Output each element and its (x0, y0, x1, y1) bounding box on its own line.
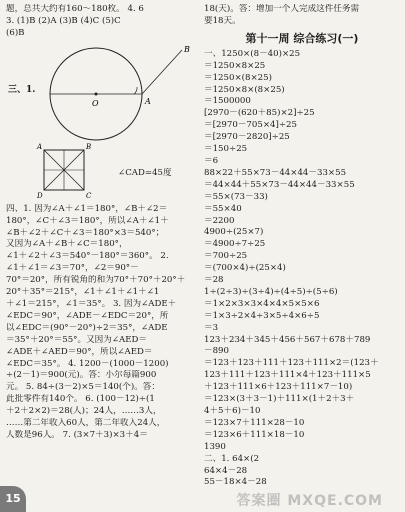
math-line: 4＋5＋6)－10 (204, 406, 261, 416)
math-line: 1390 (204, 441, 226, 452)
answer-line: ∠1＋∠1＝∠3＝70°，∠2＝90°－ (6, 263, 139, 274)
math-line: [2970－(620＋85)×2]÷25 (204, 108, 315, 119)
angle-caption: ∠CAD=45度 (118, 167, 172, 178)
math-line: ＝2200 (204, 215, 235, 226)
square-point-B: B (86, 142, 92, 151)
math-line: ＝4900÷7÷25 (204, 239, 266, 250)
answer-line: 70°＝20°，所有锐角的和为70°＋70°＋20°＋ (6, 275, 186, 286)
math-line: ＝6 (204, 155, 219, 166)
math-line: ＝1×2×3×3×4×4×5×5×6 (204, 298, 320, 309)
answer-line: 180°，∠C＋∠3＝180°，所以∠A＋∠1＋ (6, 215, 169, 226)
answer-line: 二、1. 64×(2 (204, 453, 260, 464)
math-line: ＝[2970－705×4]÷25 (204, 120, 297, 131)
left-column (6, 4, 198, 442)
point-B-label: B (184, 44, 190, 54)
answer-line: 以∠EDC＝(90°－20°)÷2＝35°，∠ADE (6, 322, 168, 333)
math-line: ＝700÷25 (204, 251, 248, 262)
answer-line: ∠ADE＋∠AED＝90°，所以∠AED＝ (6, 346, 153, 357)
square-diagram (34, 142, 104, 200)
math-line: ＝1500000 (204, 96, 251, 107)
answer-line: ＋2＋2×2)＝28(人)；24人，……3人， (6, 406, 162, 417)
math-line: ＝1×3÷2×4÷3×5÷4×6÷5 (204, 310, 320, 321)
math-line: 123＋111＋123＋111×4＋123＋111×5 (204, 370, 371, 381)
answer-line: ＋∠1＝215°，∠1＝35°。 3. 因为∠ADE＋ (6, 298, 177, 309)
math-line: ＝[2970－2820]÷25 (204, 132, 290, 143)
answer-line: 要18天。 (204, 15, 241, 26)
math-line: ＝28 (204, 275, 224, 286)
answer-line: 人数是96人。 7. (3×7＋3)×3＋4＝ (6, 429, 148, 440)
answer-line: ∠B＋∠2＋∠C＋∠3＝180°×3＝540°； (6, 227, 165, 238)
math-line: ＝123×6＋111×18－10 (204, 429, 305, 440)
math-line: 88×22＋55×73－44×44－33×55 (204, 167, 347, 178)
point-A-label: A (145, 96, 151, 106)
square-point-A: A (37, 142, 43, 151)
math-line: 1÷(2÷3)÷(3÷4)÷(4÷5)÷(5÷6) (204, 286, 338, 297)
page-number-badge: 15 (0, 486, 26, 512)
math-line: ＝(700×4)÷(25×4) (204, 263, 286, 274)
math-line: ＝1250×8×25 (204, 60, 266, 71)
math-line: 123＋234＋345＋456＋567＋678＋789 (204, 334, 371, 345)
answer-line: ∠1＋∠2＋∠3＝540°－180°＝360°。 2. (6, 251, 169, 262)
math-line: ＝3 (204, 322, 219, 333)
answer-line: 18(天)。答：增加一个人完成这件任务需 (204, 4, 360, 14)
math-line: ＝55×(73－33) (204, 191, 268, 202)
answer-line: 又因为∠A＋∠B＋∠C＝180°， (6, 239, 128, 250)
answer-line: 55－18×4－28 (204, 477, 267, 488)
answer-line: 元。 5. 84÷(3－2)×5＝140(个)。答： (6, 382, 160, 393)
answer-line: 此批零件有140个。 6. (100－12)÷(1 (6, 394, 155, 405)
square-point-D: D (37, 191, 43, 200)
answer-line: ∠EDC＝35°。 4. 1200－(1000－1200) (6, 358, 169, 369)
answer-line: 3. (1)B (2)A (3)B (4)C (5)C (6, 15, 121, 26)
answer-line: 20°＋35°＝215°，∠1＋∠1＋∠1＋∠1 (6, 287, 160, 298)
answer-line: 四、1. 因为∠A＋∠1＝180°，∠B＋∠2＝ (6, 203, 168, 214)
square-point-C: C (86, 191, 92, 200)
math-line: ＝44×44＋55×73－44×44－33×55 (204, 179, 355, 190)
answer-line: 题，总共大约有160～180枚。 4. 6 (6, 4, 144, 14)
math-line: －890 (204, 346, 229, 357)
math-line: 4900÷(25×7) (204, 227, 264, 238)
answer-line: ……第二年收入60人，第二年收入24人， (6, 418, 166, 429)
math-line: ＝123×(3＋3－1)＋111×(1＋2＋3＋ (204, 394, 355, 405)
section2-lines (204, 454, 400, 490)
answer-line: ∠EDC＝90°，∠ADE－∠EDC＝20°，所 (6, 310, 169, 321)
right-top-lines (204, 4, 400, 28)
point-O-label: O (92, 98, 99, 108)
section-title: 第十一周 综合练习(一) (245, 31, 359, 45)
math-line: ＝1250×(8×25) (204, 72, 272, 83)
section4-lines (6, 204, 198, 442)
answer-line: ＝35°＋20°＝55°。又因为∠AED＝ (6, 334, 148, 345)
section3-label: 三、1. (8, 84, 36, 95)
math-line: ＝123×7＋111×28－10 (204, 417, 305, 428)
math-line: ＝1250×8×(8×25) (204, 84, 285, 95)
math-line: ＝150÷25 (204, 144, 248, 155)
watermark: 答案圈 MXQE.COM (236, 493, 383, 509)
math-line: ＝55×40 (204, 203, 242, 214)
answer-line: 64×4－28 (204, 465, 248, 476)
right-column (204, 4, 400, 489)
math-lines (204, 49, 400, 454)
square-figure (6, 142, 198, 204)
math-line: ＝123＋123＋111＋123＋111×2＝(123＋ (204, 358, 379, 369)
answer-line: ÷(2－1)＝900(元)。答：小尔每篇900 (6, 370, 157, 381)
math-line: ＋123＋111×6＋123＋111×7－10) (204, 382, 353, 393)
left-top-lines (6, 4, 198, 40)
answer-line: (6)B (6, 27, 25, 38)
math-line: 一、1250×(8－40)×25 (204, 48, 301, 59)
circle-figure (6, 42, 198, 142)
